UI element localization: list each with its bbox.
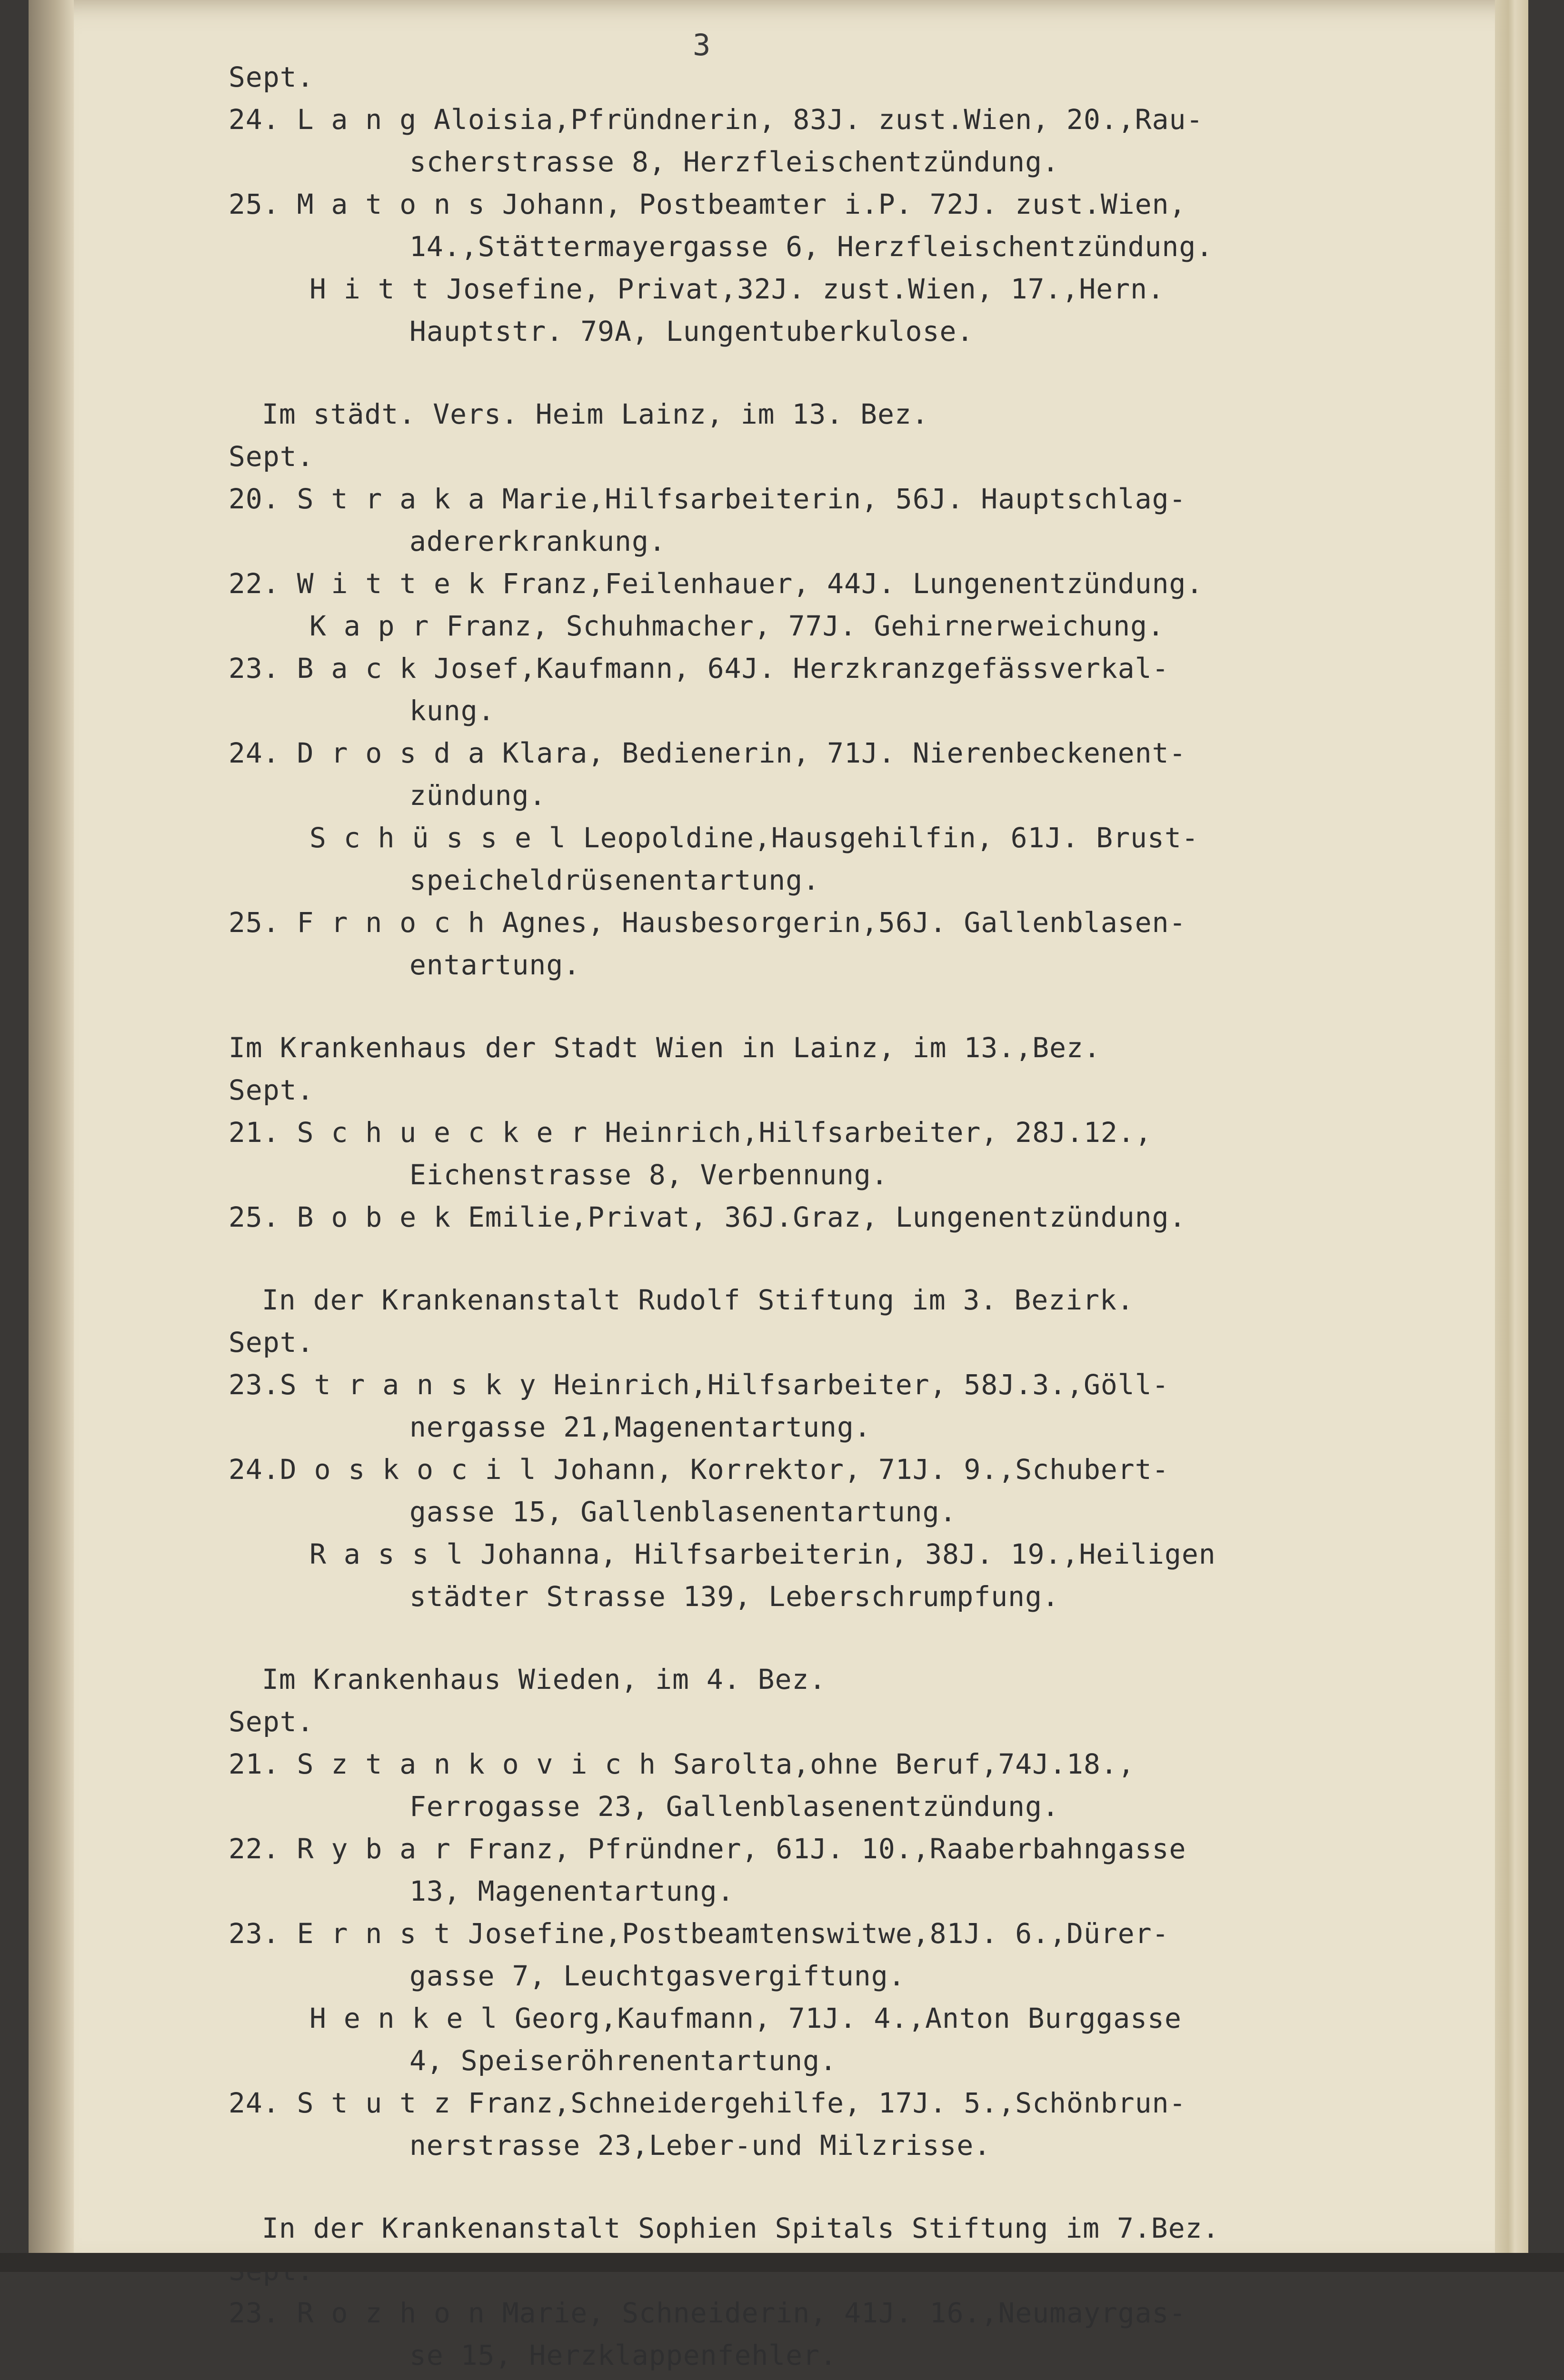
section-gap (229, 986, 1466, 1027)
register-line: 21. S c h u e c k e r Heinrich,Hilfsarbeiter, 28J.12., (229, 1116, 1152, 1149)
register-line: 24. L a n g Aloisia,Pfründnerin, 83J. zust.Wien, 20.,Rau- (229, 103, 1204, 136)
register-line: gasse 7, Leuchtgasvergiftung. (409, 1960, 906, 1992)
register-line: 23. E r n s t Josefine,Postbeamtenswitwe,81J. 6.,Dürer- (229, 1917, 1169, 1950)
register-line: 25. B o b e k Emilie,Privat, 36J.Graz, Lungenentzündung. (229, 1201, 1186, 1233)
register-line: 13, Magenentartung. (409, 1875, 735, 1907)
register-line: adererkrankung. (409, 525, 666, 557)
register-line: nergasse 21,Magenentartung. (409, 1411, 871, 1443)
register-line: 25. M a t o n s Johann, Postbeamter i.P. 72J. zust.Wien, (229, 188, 1186, 220)
register-line: 23. R o z h o n Marie, Schneiderin, 41J. 16.,Neumayrgas- (229, 2297, 1186, 2329)
register-line: K a p r Franz, Schuhmacher, 77J. Gehirnerweichung. (309, 610, 1165, 642)
book-spine (29, 0, 74, 2272)
section-heading: In der Krankenanstalt Sophien Spitals Stiftung im 7.Bez. (262, 2212, 1220, 2244)
register-line: scherstrasse 8, Herzfleischentzündung. (409, 146, 1059, 178)
document-page (29, 0, 1528, 2371)
section-heading: In der Krankenanstalt Rudolf Stiftung im 3. Bezirk. (262, 1284, 1134, 1316)
section-gap (229, 1618, 1466, 1658)
register-line: entartung. (409, 949, 581, 981)
section-heading: Im Krankenhaus Wieden, im 4. Bez. (262, 1663, 827, 1696)
register-line: Eichenstrasse 8, Verbennung. (409, 1159, 888, 1191)
typed-register-text (229, 56, 1466, 2380)
register-line: zündung. (409, 779, 547, 812)
month-label: Sept. (229, 1326, 314, 1359)
section-gap (229, 1239, 1466, 1279)
register-line: 24. D r o s d a Klara, Bedienerin, 71J. Nierenbeckenent- (229, 737, 1186, 769)
register-line: 23. B a c k Josef,Kaufmann, 64J. Herzkranzgefässverkal- (229, 652, 1169, 684)
register-line: 14.,Stättermayergasse 6, Herzfleischentzündung. (409, 230, 1214, 263)
page-edge (1495, 0, 1528, 2272)
register-line: städter Strasse 139, Leberschrumpfung. (409, 1580, 1059, 1613)
register-line: se 15, Herzklappenfehler. (409, 2339, 837, 2371)
register-line: 4, Speiseröhrenentartung. (409, 2044, 837, 2077)
register-line: H i t t Josefine, Privat,32J. zust.Wien, 17.,Hern. (309, 273, 1165, 305)
scan-border (0, 2253, 1564, 2272)
register-line: speicheldrüsenentartung. (409, 864, 820, 896)
register-line: 21. S z t a n k o v i c h Sarolta,ohne Beruf,74J.18., (229, 1748, 1135, 1780)
register-line: 22. W i t t e k Franz,Feilenhauer, 44J. Lungenentzündung. (229, 567, 1204, 600)
register-line: gasse 15, Gallenblasenentartung. (409, 1496, 957, 1528)
register-line: 24.D o s k o c i l Johann, Korrektor, 71J. 9.,Schubert- (229, 1453, 1169, 1486)
section-gap (229, 353, 1466, 393)
month-label: Sept. (229, 61, 314, 93)
register-line: 25. F r n o c h Agnes, Hausbesorgerin,56J. Gallenblasen- (229, 906, 1186, 939)
register-line: H e n k e l Georg,Kaufmann, 71J. 4.,Anton Burggasse (309, 2002, 1182, 2034)
month-label: Sept. (229, 1706, 314, 1738)
section-gap (229, 2167, 1466, 2207)
register-line: nerstrasse 23,Leber-und Milzrisse. (409, 2129, 991, 2162)
month-label: Im Krankenhaus der Stadt Wien in Lainz, im 13.,Bez. (229, 1031, 1101, 1064)
register-line: 22. R y b a r Franz, Pfründner, 61J. 10.,Raaberbahngasse (229, 1833, 1186, 1865)
register-line: S c h ü s s e l Leopoldine,Hausgehilfin, 61J. Brust- (309, 822, 1199, 854)
register-line: Hauptstr. 79A, Lungentuberkulose. (409, 315, 974, 347)
month-label: Sept. (229, 440, 314, 473)
register-line: Ferrogasse 23, Gallenblasenentzündung. (409, 1790, 1059, 1823)
register-line: 23.S t r a n s k y Heinrich,Hilfsarbeiter, 58J.3.,Göll- (229, 1368, 1169, 1401)
register-line: 24. S t u t z Franz,Schneidergehilfe, 17J. 5.,Schönbrun- (229, 2087, 1186, 2119)
month-label: Sept. (229, 1074, 314, 1106)
register-line: R a s s l Johanna, Hilfsarbeiterin, 38J. 19.,Heiligen (309, 1538, 1216, 1570)
register-line: kung. (409, 694, 495, 727)
section-gap (229, 2377, 1466, 2380)
section-heading: Im städt. Vers. Heim Lainz, im 13. Bez. (262, 398, 929, 430)
page-number: 3 (693, 28, 711, 62)
register-line: 20. S t r a k a Marie,Hilfsarbeiterin, 56J. Hauptschlag- (229, 483, 1186, 515)
